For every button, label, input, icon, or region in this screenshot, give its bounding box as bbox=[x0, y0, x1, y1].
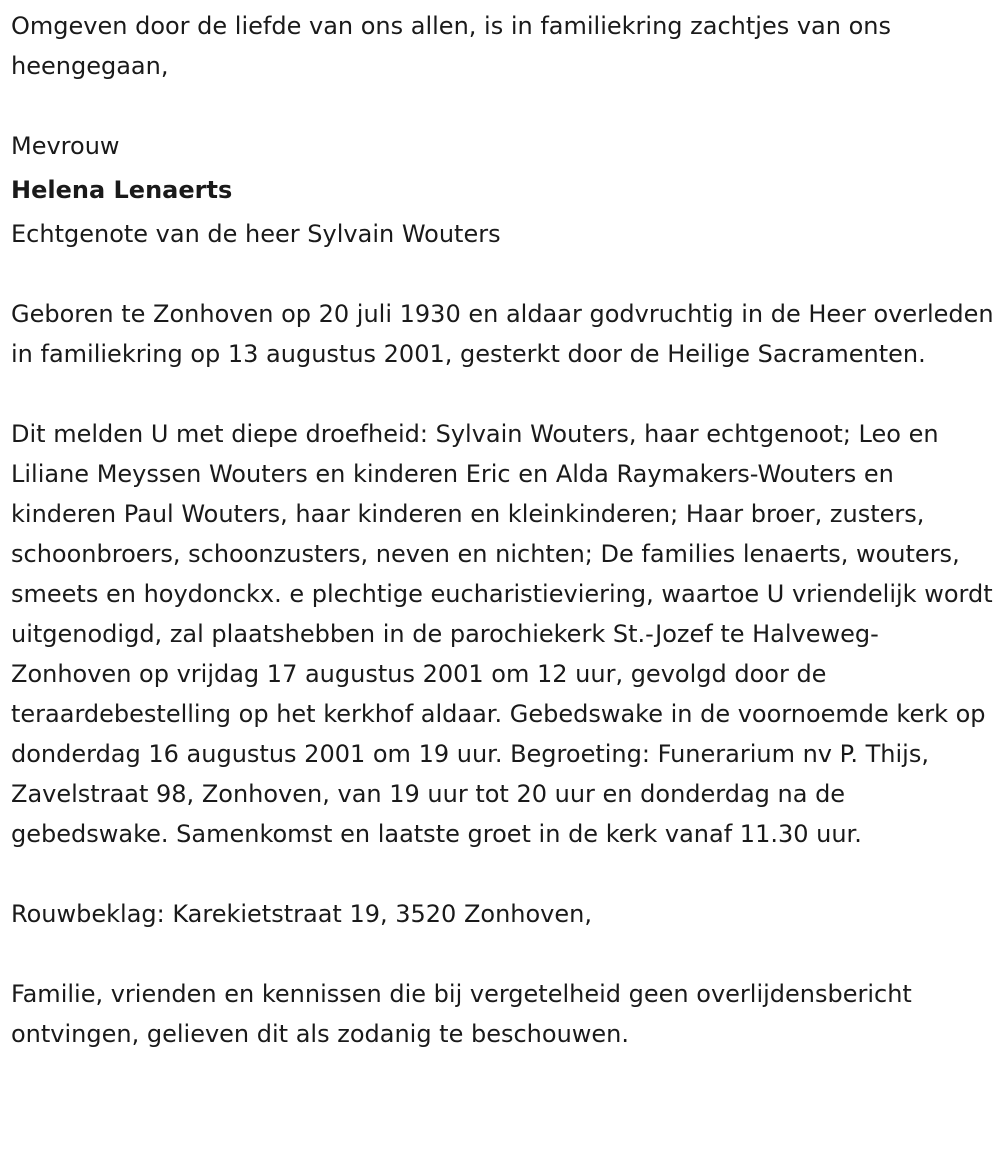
intro-text: Omgeven door de liefde van ons allen, is in familiekring zachtjes van ons heengegaan, bbox=[11, 12, 891, 80]
deceased-name: Helena Lenaerts bbox=[11, 176, 233, 204]
spouse-line: Echtgenote van de heer Sylvain Wouters bbox=[11, 220, 501, 248]
spacer bbox=[11, 934, 996, 974]
spacer bbox=[11, 854, 996, 894]
closing-text: Familie, vrienden en kennissen die bij vergetelheid geen overlijdensbericht ontvingen, gelieven dit als zodanig te beschouwen. bbox=[11, 980, 912, 1048]
spacer bbox=[11, 86, 996, 126]
announcement-text: Dit melden U met diepe droefheid: Sylvain Wouters, haar echtgenoot; Leo en Liliane Meyssen Wouters en kinderen Eric en Alda Raymakers-Wouters en kinderen Paul Wouters, haar kinderen en kleinkinderen; Haar broer, zusters, schoonbroers, schoonzusters, neven en nichten; De families lenaerts, wouters, smeets en hoydonckx. e plechtige eucharistieviering, waartoe U vriendelijk wordt uitgenodigd, zal plaatshebben in de parochiekerk St.-Jozef te Halveweg-Zonhoven op vrijdag 17 augustus 2001 om 12 uur, gevolgd door de teraardebestelling op het kerkhof aldaar. Gebedswake in de voornoemde kerk op donderdag 16 augustus 2001 om 19 uur. Begroeting: Funerarium nv P. Thijs, Zavelstraat 98, Zonhoven, van 19 uur tot 20 uur en donderdag na de gebedswake. Samenkomst en laatste groet in de kerk vanaf 11.30 uur. bbox=[11, 420, 993, 848]
salutation: Mevrouw bbox=[11, 132, 120, 160]
obituary-notice bbox=[11, 6, 996, 1054]
spacer bbox=[11, 254, 996, 294]
birth-death-text: Geboren te Zonhoven op 20 juli 1930 en aldaar godvruchtig in de Heer overleden in familiekring op 13 augustus 2001, gesterkt door de Heilige Sacramenten. bbox=[11, 300, 994, 368]
spacer bbox=[11, 374, 996, 414]
condolence-address: Rouwbeklag: Karekietstraat 19, 3520 Zonhoven, bbox=[11, 900, 592, 928]
